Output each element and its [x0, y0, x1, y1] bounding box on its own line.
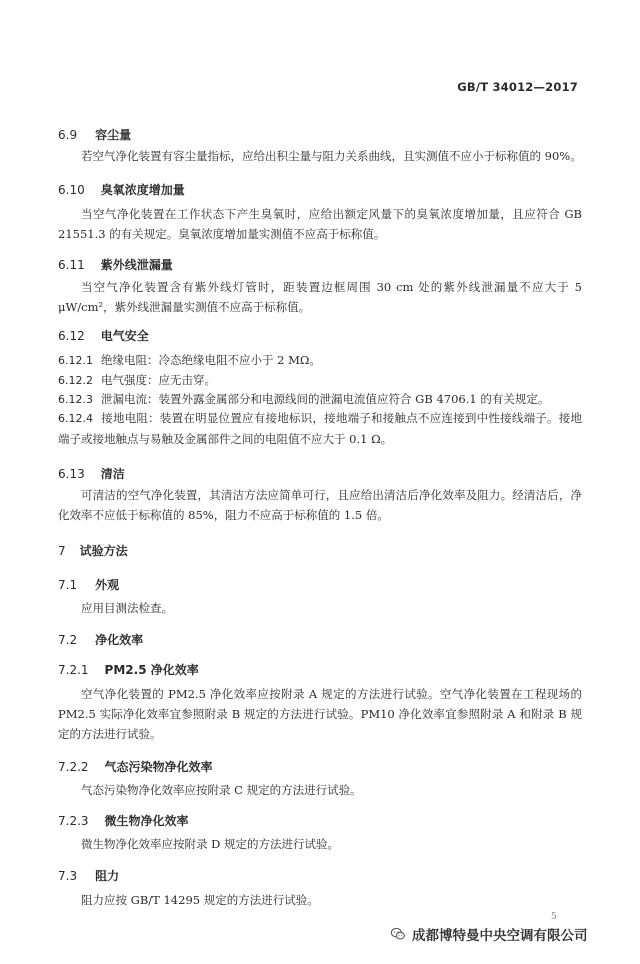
heading-7-2-1: 7.2.1 PM2.5 净化效率	[58, 663, 199, 677]
heading-6-10: 6.10 臭氧浓度增加量	[58, 183, 185, 197]
wechat-icon	[390, 926, 406, 942]
para-6-9: 若空气净化装置有容尘量指标，应给出积尘量与阻力关系曲线，且实测值不应小于标称值的 90%。	[81, 149, 582, 163]
standard-code: GB/T 34012—2017	[457, 80, 578, 94]
item-6-12-1: 6.12.1 绝缘电阻：冷态绝缘电阻不应小于 2 MΩ。	[58, 353, 321, 367]
para-7-3: 阻力应按 GB/T 14295 规定的方法进行试验。	[81, 893, 319, 907]
heading-7-2: 7.2 净化效率	[58, 633, 144, 647]
para-6-13: 可清洁的空气净化装置，其清洁方法应简单可行，且应给出清洁后净化效率及阻力。经清洁后，净化效率不应低于标称值的 85%，阻力不应高于标称值的 1.5 倍。	[58, 488, 582, 522]
item-6-12-2: 6.12.2 电气强度：应无击穿。	[58, 373, 216, 387]
para-6-10: 当空气净化装置在工作状态下产生臭氧时，应给出额定风量下的臭氧浓度增加量，且应符合 GB 21551.3 的有关规定。臭氧浓度增加量实测值不应高于标称值。	[58, 207, 582, 241]
heading-7-2-3: 7.2.3 微生物净化效率	[58, 814, 189, 828]
para-7-1: 应用目测法检查。	[81, 601, 173, 615]
item-6-12-3: 6.12.3 泄漏电流：装置外露金属部分和电源线间的泄漏电流值应符合 GB 4706.1 的有关规定。	[58, 392, 550, 406]
heading-7-2-2: 7.2.2 气态污染物净化效率	[58, 760, 213, 774]
heading-7-1: 7.1 外观	[58, 578, 120, 592]
para-6-11: 当空气净化装置含有紫外线灯管时，距装置边框周围 30 cm 处的紫外线泄漏量不应大于 5 μW/cm²，紫外线泄漏量实测值不应高于标称值。	[58, 280, 582, 314]
watermark-text: 成都博特曼中央空调有限公司	[412, 928, 588, 944]
para-7-2-2: 气态污染物净化效率应按附录 C 规定的方法进行试验。	[81, 783, 362, 797]
heading-6-12: 6.12 电气安全	[58, 329, 149, 343]
para-7-2-3: 微生物净化效率应按附录 D 规定的方法进行试验。	[81, 837, 340, 851]
page-number: 5	[551, 912, 557, 922]
para-7-2-1: 空气净化装置的 PM2.5 净化效率应按附录 A 规定的方法进行试验。空气净化装置在工程现场的 PM2.5 实际净化效率宜参照附录 B 规定的方法进行试验。PM10 净化效率宜参照附录 A 和附录 B 规定的方法进行试验。	[58, 687, 582, 741]
heading-6-9: 6.9 容尘量	[58, 128, 132, 142]
heading-7-3: 7.3 阻力	[58, 869, 120, 883]
heading-6-13: 6.13 清洁	[58, 467, 125, 481]
watermark	[390, 924, 588, 944]
heading-7: 7 试验方法	[58, 544, 128, 558]
heading-6-11: 6.11 紫外线泄漏量	[58, 258, 173, 272]
item-6-12-4: 6.12.4 接地电阻：装置在明显位置应有接地标识，接地端子和接触点不应连接到中性接线端子。接地端子或接地触点与易触及金属部件之间的电阻值不应大于 0.1 Ω。	[58, 411, 582, 446]
